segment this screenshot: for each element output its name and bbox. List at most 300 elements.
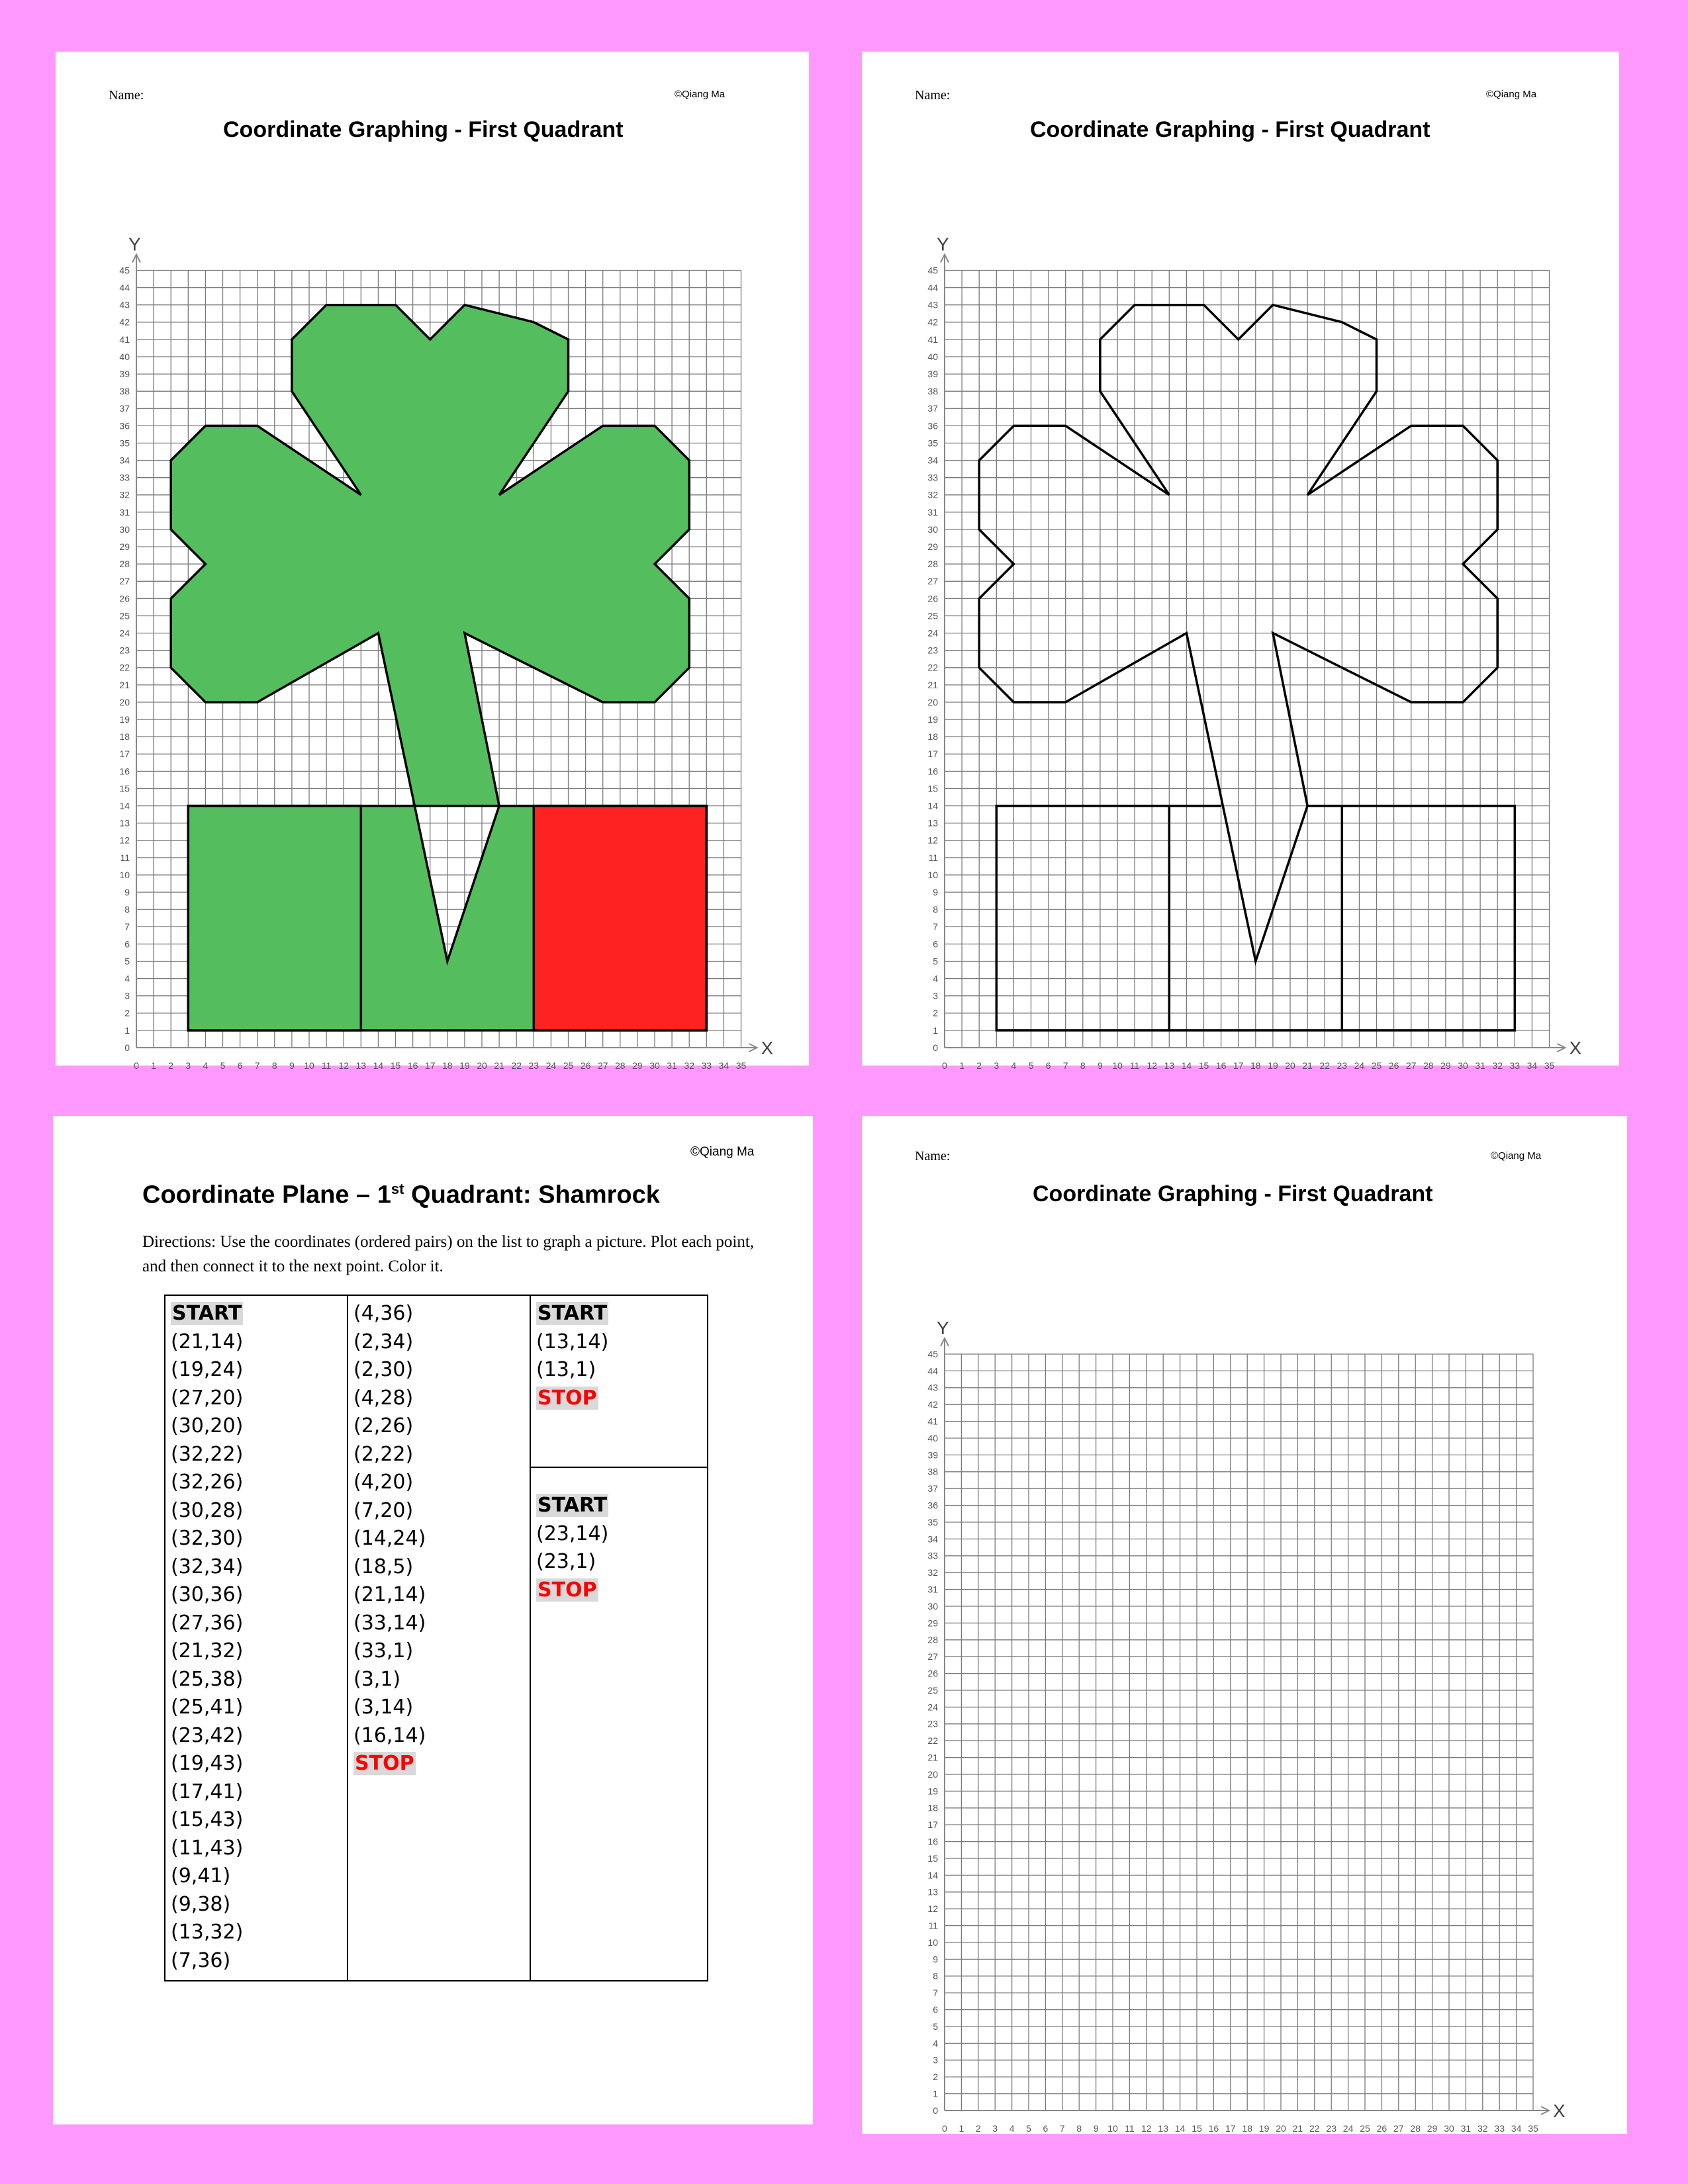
start-label: START [172,1302,242,1325]
y-tick-label: 10 [119,869,130,880]
coordinate-pair: (9,38) [171,1892,231,1916]
x-tick-label: 32 [1477,2123,1488,2134]
coordinate-pair: (7,36) [171,1948,231,1972]
x-tick-label: 9 [289,1060,295,1071]
x-tick-label: 10 [1112,1060,1123,1071]
coordinate-pair: (17,41) [171,1780,244,1803]
y-tick-label: 3 [933,990,938,1001]
y-tick-label: 9 [933,887,938,897]
coordinate-pair: (27,36) [171,1611,244,1635]
x-tick-label: 3 [994,1060,1000,1071]
shape-fill-2 [534,806,706,1030]
y-tick-label: 42 [927,316,938,328]
y-tick-label: 26 [119,593,130,604]
x-tick-label: 21 [1302,1060,1313,1071]
y-tick-label: 19 [119,714,130,725]
y-tick-label: 16 [119,766,130,777]
shape-fill-1 [188,806,361,1030]
x-tick-label: 20 [1276,2123,1286,2134]
x-tick-label: 31 [1460,2123,1472,2134]
x-tick-label: 5 [220,1060,226,1071]
y-tick-label: 31 [927,1584,938,1595]
x-tick-label: 20 [1285,1060,1295,1071]
y-tick-label: 31 [927,506,938,518]
coordinate-pair: (2,26) [353,1414,414,1437]
coordinate-graph-outline [862,111,1619,1071]
coordinate-pair: (4,28) [353,1386,414,1410]
start-label: START [538,1494,608,1517]
coordinate-pair: (30,20) [171,1414,244,1437]
y-tick-label: 22 [927,662,938,673]
y-tick-label: 44 [119,282,130,293]
x-tick-label: 12 [338,1060,349,1071]
y-tick-label: 22 [927,1735,938,1747]
coordinate-list-1 [171,1328,347,1976]
x-tick-label: 29 [1440,1060,1451,1071]
y-tick-label: 17 [119,749,130,760]
x-tick-label: 11 [321,1060,332,1071]
x-tick-label: 9 [1093,2123,1099,2134]
y-tick-label: 4 [933,2038,938,2049]
coordinate-section-a [531,1296,707,1468]
x-tick-label: 32 [1492,1060,1503,1071]
y-tick-label: 20 [927,1768,938,1780]
y-tick-label: 45 [927,1348,938,1359]
x-tick-label: 7 [1059,2123,1065,2134]
y-tick-label: 34 [927,455,938,466]
y-tick-label: 12 [927,1903,938,1915]
y-tick-label: 11 [928,852,938,863]
coordinate-pair: (21,14) [353,1583,426,1606]
y-tick-label: 15 [119,783,130,794]
coordinate-list-3b [536,1520,707,1576]
x-tick-label: 23 [528,1060,539,1071]
y-tick-label: 7 [124,921,130,933]
y-tick-label: 26 [927,593,938,604]
y-tick-label: 13 [927,1886,938,1897]
y-tick-label: 25 [119,610,130,621]
y-tick-label: 22 [119,662,130,673]
x-tick-label: 8 [1076,2123,1082,2134]
y-tick-label: 42 [119,316,130,328]
coordinate-pair: (2,34) [353,1330,414,1353]
x-tick-label: 18 [442,1060,453,1071]
y-tick-label: 37 [927,403,938,414]
x-tick-label: 1 [151,1060,156,1071]
y-tick-label: 44 [927,1365,938,1377]
coordinate-pair: (3,1) [353,1667,401,1691]
x-tick-label: 21 [1292,2123,1303,2134]
x-tick-label: 6 [1043,2123,1049,2134]
x-tick-label: 3 [185,1060,191,1071]
y-tick-label: 21 [927,1752,938,1763]
x-tick-label: 24 [545,1060,557,1071]
stop-label: STOP [538,1578,597,1602]
coordinate-pair: (11,43) [171,1836,244,1860]
y-tick-label: 33 [119,472,130,483]
y-tick-label: 23 [927,1718,938,1729]
x-tick-label: 25 [1371,1060,1382,1071]
x-tick-label: 27 [597,1060,608,1071]
x-tick-label: 5 [1028,1060,1034,1071]
x-tick-label: 33 [1494,2123,1505,2134]
x-tick-label: 19 [459,1060,470,1071]
y-tick-label: 38 [927,386,938,397]
coordinate-column-1 [165,1295,348,1981]
x-tick-label: 17 [424,1060,436,1071]
y-tick-label: 11 [928,1920,938,1931]
y-tick-label: 20 [927,696,938,707]
x-tick-label: 14 [373,1060,384,1071]
coordinate-pair: (25,41) [171,1696,244,1719]
y-tick-label: 43 [927,299,938,310]
y-tick-label: 6 [933,938,938,950]
x-tick-label: 0 [942,2123,947,2134]
y-tick-label: 30 [927,523,938,535]
stop-label: STOP [355,1752,414,1775]
x-tick-label: 19 [1268,1060,1278,1071]
start-label: START [538,1302,608,1325]
x-tick-label: 30 [1458,1060,1468,1071]
x-tick-label: 33 [1509,1060,1521,1071]
x-tick-label: 20 [477,1060,487,1071]
x-tick-label: 27 [1393,2123,1404,2134]
y-tick-label: 35 [927,1516,938,1527]
y-tick-label: 14 [927,800,938,811]
y-tick-label: 2 [933,1007,938,1019]
coordinate-pair: (13,14) [536,1330,609,1353]
x-tick-label: 34 [718,1060,729,1071]
x-tick-label: 11 [1129,1060,1140,1071]
coordinate-pair: (23,14) [536,1522,609,1545]
x-tick-label: 35 [735,1060,747,1071]
copyright: ©Qiang Ma [1486,89,1537,100]
y-tick-label: 30 [119,523,130,535]
coordinate-pair: (2,30) [353,1358,414,1381]
y-tick-label: 19 [927,714,938,725]
x-tick-label: 28 [615,1060,626,1071]
y-tick-label: 32 [927,489,938,500]
x-tick-label: 15 [1198,1060,1209,1071]
x-tick-label: 35 [1544,1060,1555,1071]
y-tick-label: 40 [927,351,938,362]
x-tick-label: 4 [1011,1060,1017,1071]
y-tick-label: 36 [119,420,130,432]
y-tick-label: 19 [927,1786,938,1797]
x-tick-label: 29 [632,1060,643,1071]
y-tick-label: 27 [119,576,130,587]
y-tick-label: 27 [927,576,938,587]
y-tick-label: 0 [933,2105,938,2116]
y-tick-label: 15 [927,1852,938,1864]
y-tick-label: 44 [927,282,938,293]
y-tick-label: 16 [927,1836,938,1847]
x-tick-label: 22 [1319,1060,1330,1071]
y-tick-label: 20 [119,696,130,707]
x-tick-label: 2 [975,2123,981,2134]
x-tick-label: 16 [1215,1060,1227,1071]
x-tick-label: 7 [1062,1060,1068,1071]
y-tick-label: 42 [927,1399,938,1410]
y-tick-label: 4 [124,973,130,984]
x-tick-label: 29 [1427,2123,1438,2134]
x-tick-label: 17 [1233,1060,1244,1071]
coordinate-pair: (15,43) [171,1808,244,1831]
x-tick-label: 15 [1192,2123,1202,2134]
name-label: Name: [915,1149,951,1163]
y-tick-label: 18 [927,731,938,743]
x-tick-label: 10 [304,1060,314,1071]
y-tick-label: 39 [119,369,130,379]
y-tick-label: 39 [927,369,938,379]
y-tick-label: 21 [119,679,130,690]
coordinate-pair: (18,5) [353,1555,414,1578]
y-tick-label: 28 [927,1634,938,1645]
x-tick-label: 35 [1528,2123,1538,2134]
y-tick-label: 41 [927,334,938,345]
coordinate-pair: (30,28) [171,1498,244,1522]
copyright: ©Qiang Ma [1491,1150,1542,1161]
x-tick-label: 32 [684,1060,694,1071]
y-tick-label: 8 [933,1970,938,1981]
y-tick-label: 9 [124,887,130,897]
y-tick-label: 17 [927,749,938,760]
x-tick-label: 28 [1410,2123,1421,2134]
x-tick-label: 23 [1336,1060,1348,1071]
x-tick-label: 12 [1141,2123,1152,2134]
x-tick-label: 7 [254,1060,260,1071]
x-tick-label: 16 [1208,2123,1219,2134]
y-tick-label: 29 [927,1617,938,1629]
y-tick-label: 0 [933,1042,938,1053]
y-tick-label: 21 [927,679,938,690]
coordinate-pair: (33,1) [353,1639,414,1662]
y-tick-label: 1 [933,2088,938,2099]
x-tick-label: 16 [407,1060,418,1071]
y-axis-label: Y [937,1318,949,1338]
directions-page [53,1116,813,2124]
y-tick-label: 34 [119,455,130,466]
coordinate-pair: (4,20) [353,1471,414,1494]
x-tick-label: 9 [1098,1060,1103,1071]
y-tick-label: 35 [927,437,938,449]
x-tick-label: 3 [992,2123,998,2134]
coordinate-pair: (25,38) [171,1667,244,1691]
coordinate-pair: (7,20) [353,1498,414,1522]
x-tick-label: 21 [494,1060,504,1071]
x-tick-label: 19 [1258,2123,1270,2134]
x-tick-label: 24 [1354,1060,1365,1071]
x-tick-label: 11 [1125,2123,1135,2134]
y-tick-label: 9 [933,1954,938,1965]
y-tick-label: 12 [119,835,130,846]
directions-title: Coordinate Plane – 1st Quadrant: Shamrock [142,1181,660,1209]
y-tick-label: 32 [927,1567,938,1578]
coordinate-pair: (21,32) [171,1639,244,1662]
y-tick-label: 7 [933,1987,938,1999]
y-tick-label: 43 [927,1382,938,1393]
x-tick-label: 4 [203,1060,209,1071]
x-tick-label: 25 [563,1060,574,1071]
y-tick-label: 23 [927,645,938,656]
x-tick-label: 13 [1158,2123,1168,2134]
y-tick-label: 3 [933,2054,938,2066]
y-tick-label: 45 [927,265,938,276]
x-tick-label: 30 [1444,2123,1454,2134]
x-tick-label: 24 [1342,2123,1354,2134]
y-tick-label: 13 [119,817,130,829]
y-tick-label: 10 [927,1936,938,1948]
x-tick-label: 18 [1242,2123,1252,2134]
y-tick-label: 43 [119,299,130,310]
coordinate-graph-blank [862,1175,1627,2135]
x-tick-label: 8 [1080,1060,1086,1071]
y-tick-label: 33 [927,1550,938,1561]
y-tick-label: 26 [927,1668,938,1679]
y-tick-label: 38 [119,386,130,397]
worksheet-outline [862,52,1619,1071]
x-tick-label: 31 [1475,1060,1485,1071]
x-tick-label: 23 [1326,2123,1336,2134]
coordinate-pair: (19,24) [171,1358,244,1381]
x-tick-label: 14 [1181,1060,1192,1071]
y-tick-label: 18 [927,1802,938,1813]
coordinate-pair: (32,22) [171,1442,244,1466]
x-tick-label: 14 [1174,2123,1186,2134]
coordinate-list-table [164,1295,708,1981]
x-tick-label: 0 [134,1060,139,1071]
coordinate-list-3a [536,1328,707,1385]
y-tick-label: 41 [119,334,130,345]
x-tick-label: 22 [1309,2123,1320,2134]
y-tick-label: 17 [927,1819,938,1831]
coordinate-pair: (33,14) [353,1611,426,1635]
x-tick-label: 12 [1147,1060,1157,1071]
y-tick-label: 2 [124,1007,130,1019]
coordinate-pair: (13,1) [536,1358,596,1381]
coordinate-pair: (21,14) [171,1330,244,1353]
coordinate-section-b [531,1468,707,1604]
y-tick-label: 29 [119,541,130,552]
worksheet-title: Coordinate Graphing - First Quadrant [1030,117,1430,142]
y-tick-label: 3 [124,990,130,1001]
y-tick-label: 38 [927,1466,938,1477]
worksheet-title: Coordinate Graphing - First Quadrant [1033,1181,1433,1206]
y-tick-label: 35 [119,437,130,449]
x-tick-label: 31 [667,1060,677,1071]
name-label: Name: [915,88,951,103]
coordinate-pair: (14,24) [353,1527,426,1550]
x-tick-label: 5 [1026,2123,1031,2134]
coordinate-pair: (27,20) [171,1386,244,1410]
y-tick-label: 27 [927,1651,938,1662]
y-tick-label: 30 [927,1600,938,1612]
coordinate-pair: (2,22) [353,1442,414,1466]
coordinate-list-2 [353,1300,530,1750]
y-tick-label: 32 [119,489,130,500]
x-tick-label: 18 [1250,1060,1261,1071]
x-tick-label: 25 [1360,2123,1370,2134]
name-label: Name: [109,88,144,103]
coordinate-pair: (32,26) [171,1471,244,1494]
y-tick-label: 8 [933,904,938,915]
x-tick-label: 13 [355,1060,367,1071]
y-axis-label: Y [128,234,141,255]
x-tick-label: 30 [649,1060,660,1071]
stop-label: STOP [538,1386,597,1410]
y-tick-label: 40 [927,1432,938,1443]
y-tick-label: 7 [933,921,938,933]
y-tick-label: 24 [119,627,130,639]
x-tick-label: 26 [580,1060,591,1071]
y-tick-label: 0 [124,1042,130,1053]
y-tick-label: 24 [927,1702,938,1713]
y-axis-label: Y [937,234,949,255]
coordinate-pair: (32,30) [171,1527,244,1550]
y-tick-label: 36 [927,420,938,432]
x-tick-label: 28 [1423,1060,1434,1071]
x-tick-label: 2 [976,1060,982,1071]
y-tick-label: 14 [927,1870,938,1881]
copyright: ©Qiang Ma [675,89,726,100]
y-tick-label: 15 [927,783,938,794]
x-tick-label: 6 [1045,1060,1051,1071]
worksheet-blank [862,1116,1627,2134]
y-tick-label: 4 [933,973,938,984]
y-tick-label: 37 [119,403,130,414]
y-tick-label: 2 [933,2071,938,2083]
y-tick-label: 6 [124,938,130,950]
x-tick-label: 0 [942,1060,947,1071]
y-tick-label: 36 [927,1500,938,1511]
y-tick-label: 12 [927,835,938,846]
worksheet-title: Coordinate Graphing - First Quadrant [223,117,624,142]
y-tick-label: 25 [927,1684,938,1696]
x-tick-label: 13 [1164,1060,1175,1071]
y-tick-label: 10 [927,869,938,880]
y-tick-label: 1 [933,1024,938,1036]
coordinate-pair: (19,43) [171,1752,244,1775]
y-tick-label: 24 [927,627,938,639]
y-tick-label: 37 [927,1483,938,1494]
coordinate-pair: (9,41) [171,1864,231,1888]
x-tick-label: 26 [1388,1060,1399,1071]
x-tick-label: 8 [271,1060,277,1071]
x-tick-label: 34 [1511,2123,1522,2134]
coordinate-pair: (13,32) [171,1921,244,1944]
coordinate-pair: (3,14) [353,1696,414,1719]
coordinate-pair: (23,1) [536,1550,596,1573]
x-axis-label: X [1569,1038,1582,1058]
y-tick-label: 34 [927,1533,938,1545]
y-tick-label: 41 [927,1416,938,1427]
y-tick-label: 39 [927,1449,938,1461]
y-tick-label: 14 [119,800,130,811]
x-tick-label: 33 [701,1060,712,1071]
y-tick-label: 18 [119,731,130,743]
worksheet-colored [56,52,809,1071]
y-tick-label: 31 [119,506,130,518]
directions-text: Directions: Use the coordinates (ordered pairs) on the list to graph a picture. Plot each point, and then connect it to the next point. Color it. [142,1233,755,1275]
x-axis-label: X [761,1038,774,1058]
y-tick-label: 28 [927,559,938,570]
x-tick-label: 17 [1225,2123,1236,2134]
x-tick-label: 26 [1376,2123,1387,2134]
coordinate-column-2 [348,1295,530,1981]
x-tick-label: 27 [1405,1060,1417,1071]
x-tick-label: 1 [959,2123,964,2134]
y-tick-label: 23 [119,645,130,656]
